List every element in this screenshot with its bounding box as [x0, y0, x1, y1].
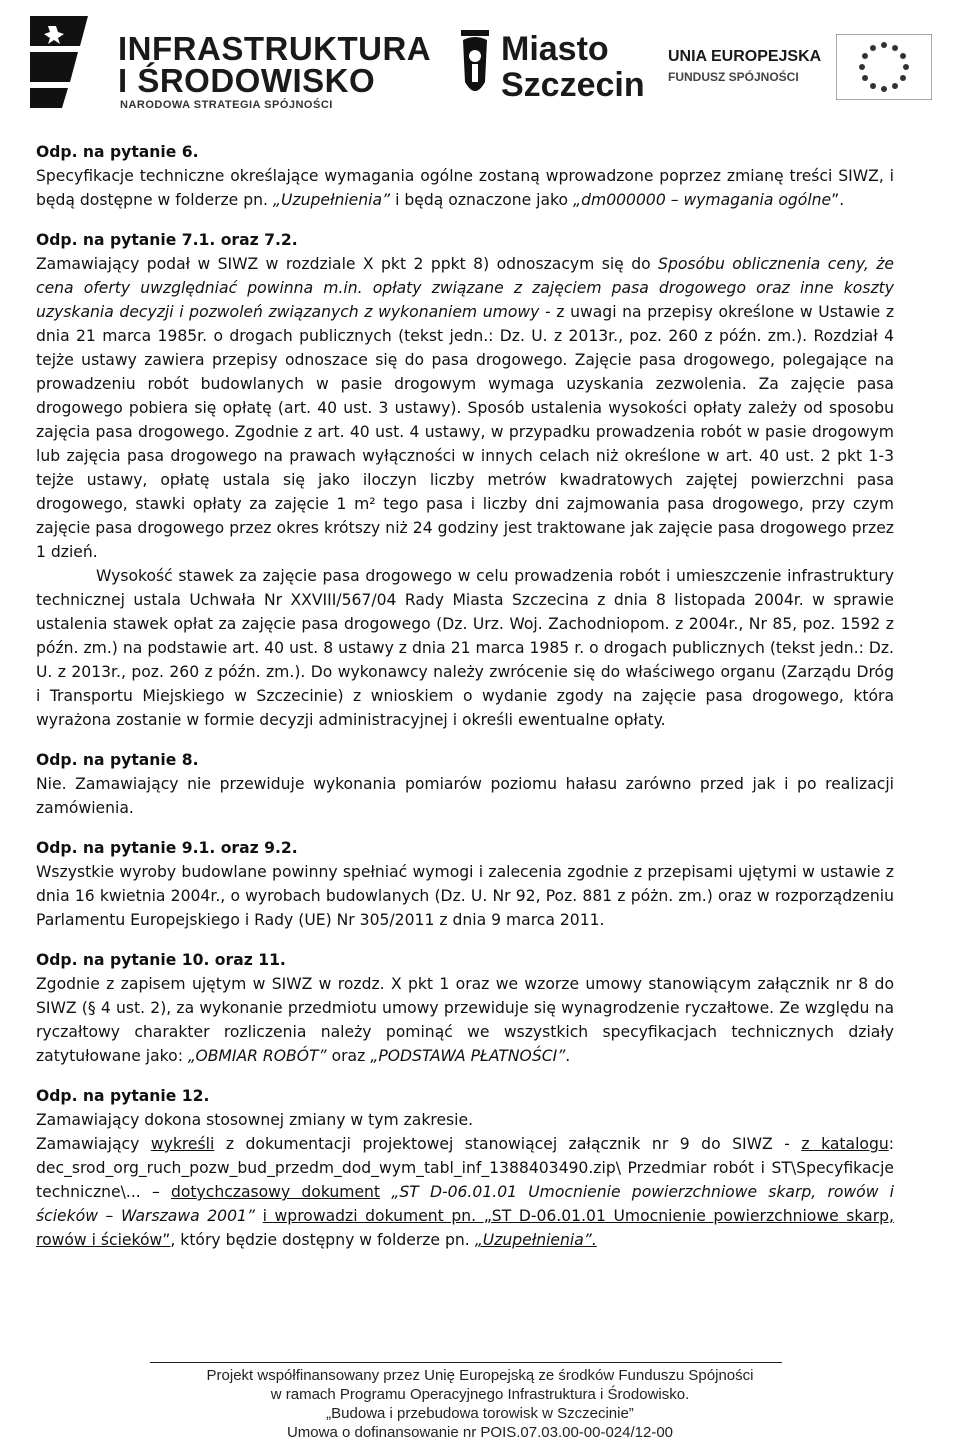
heading-pytanie-8: Odp. na pytanie 8.: [36, 751, 199, 769]
logo-infrastruktura-text: INFRASTRUKTURA: [118, 30, 432, 67]
eu-flag-icon: [836, 34, 932, 100]
heading-pytanie-6: Odp. na pytanie 6.: [36, 143, 199, 161]
paragraph-pytanie-6: Specyfikacje techniczne określające wymagania ogólne zostaną wprowadzone poprzez zmianę treści SIWZ, i będą dostępne w folderze pn. „Uzupełnienia” i będą oznaczone jako „dm000000 – wymagania ogólne”.: [36, 167, 894, 209]
footer-line-2: w ramach Programu Operacyjnego Infrastruktura i Środowisko.: [270, 1386, 690, 1403]
paragraph-pytanie-12-a: Zamawiający dokona stosownej zmiany w tym zakresie.: [36, 1111, 474, 1129]
szczecin-crest-icon: [455, 26, 495, 106]
footer-line-4: Umowa o dofinansowanie nr POIS.07.03.00-00-024/12-00: [286, 1424, 674, 1441]
heading-pytanie-9: Odp. na pytanie 9.1. oraz 9.2.: [36, 839, 298, 857]
paragraph-pytanie-8: Nie. Zamawiający nie przewiduje wykonania pomiarów poziomu hałasu zarówno przed jak i po realizacji zamówienia.: [36, 775, 894, 817]
heading-pytanie-10: Odp. na pytanie 10. oraz 11.: [36, 951, 286, 969]
paragraph-pytanie-7: Zamawiający podał w SIWZ w rozdziale X pkt 2 ppkt 8) odnoszacym się do Sposóbu oblicznenia ceny, że cena oferty uwzględniać powinna m.in. opłaty związane z zajęciem pasa drogowego oraz inne koszty uzyskania decyzji i pozwoleń związanych z wykonaniem umowy - z uwagi na przepisy określone w Ustawie z dnia 21 marca 1985r. o drogach publicznych (tekst jedn.: Dz. U. z 2013r., poz. 260 z późn. zm.). Rozdział 4 tejże ustawy zawiera przepisy odnoszace się do pasa drogowego. Zajęcie pasa drogowego, polegające na prowadzeniu robót budowlanych w pasie drogowym wymaga uzyskania zezwolenia. Za zajęcie pasa drogowego pobiera się opłatę (art. 40 ust. 3 ustawy). Sposób ustalenia wysokości opłaty zależy od sposobu zajęcia pasa drogowego. Zgodnie z art. 40 ust. 4 ustawy, w przypadku prowadzenia robót w pasie drogowym lub zajęcia pasa drogowego na prawach wyłączności w innych celach niż określone w art. 40 ust. 2 pkt 1-3 tejże ustawy, opłatę ustala się jako iloczyn liczby metrów kwadratowych zajętej powierzchni pasa drogowego, stawki opłaty za zajęcie 1 m² tego pasa i liczby dni zajmowania pasa drogowego, przy czym zajęcie pasa drogowego przez okres krótszy niż 24 godziny jest traktowane jak zajęcie pasa drogowego przez 1 dzień.: [36, 255, 895, 561]
heading-pytanie-7: Odp. na pytanie 7.1. oraz 7.2.: [36, 231, 298, 249]
footer-line-3: „Budowa i przebudowa torowisk w Szczecinie”: [326, 1405, 634, 1422]
miasto-szczecin-logo: [455, 20, 645, 110]
logo-nss-text: NARODOWA STRATEGIA SPÓJNOŚCI: [120, 99, 333, 111]
header-logos: [0, 0, 960, 118]
logo-srodowisko-text: I ŚRODOWISKO: [118, 62, 376, 99]
paragraph-pytanie-9: Wszystkie wyroby budowlane powinny spełniać wymogi i zalecenia zgodnie z przepisami ujętymi w ustawie z dnia 16 kwietnia 2004r., o wyrobach budowlanych (Dz. U. Nr 92, Poz. 881 z póżn. zm.) oraz w rozporządzeniu Parlamentu Europejskiego i Rady (UE) Nr 305/2011 z dnia 9 marca 2011.: [36, 863, 894, 929]
document-body: [36, 140, 894, 1252]
logo-szczecin-text: Szczecin: [501, 66, 645, 104]
paragraph-pytanie-10: Zgodnie z zapisem ujętym w SIWZ w rozdz. X pkt 1 oraz we wzorze umowy stanowiącym załącznik nr 8 do SIWZ (§ 4 ust. 2), za wykonanie przedmiotu umowy przewiduje się wynagrodzenie ryczałtowe. Ze względu na ryczałtowy charakter rozliczenia należy pominąć we wszystkich specyfikacjach technicznych działy zatytułowane jako: „OBMIAR ROBÓT” oraz „PODSTAWA PŁATNOŚCI”.: [36, 975, 894, 1065]
paragraph-pytanie-7-b: Wysokość stawek za zajęcie pasa drogowego w celu prowadzenia robót i umieszczenie infrastruktury technicznej ustala Uchwała Nr XXVIII/567/04 Rady Miasta Szczecina z dnia 8 listopada 2004r. w sprawie ustalenia stawek opłat za zajęcie pasa drogowego (Dz. Urz. Woj. Zachodniopom. z 2004r., Nr 85, poz. 1592 z późn. zm.) na podstawie art. 40 ust. 8 ustawy z dnia 21 marca 1985 r. o drogach publicznych (tekst jedn.: Dz. U. z 2013r., poz. 260 z późn. zm.). Do wykonawcy należy zwrócenie się do właściwego organu (Zarządu Dróg i Transportu Miejskiego w Szczecinie) z wnioskiem o wydanie zgody na zajęcie pasa drogowego, która wyrażona zostanie w formie decyzji administracyjnej i określi ewentualne opłaty.: [36, 567, 894, 729]
unia-europejska-logo: [668, 30, 938, 105]
logo-fundusz-text: FUNDUSZ SPÓJNOŚCI: [668, 70, 799, 84]
footer-divider: [150, 1362, 782, 1363]
logo-miasto-text: Miasto: [501, 30, 609, 68]
heading-pytanie-12: Odp. na pytanie 12.: [36, 1087, 210, 1105]
nss-flag-icon: [26, 12, 110, 112]
footer: [130, 1366, 830, 1442]
infrastruktura-srodowisko-logo: [26, 12, 446, 112]
footer-line-1: Projekt współfinansowany przez Unię Europejską ze środków Funduszu Spójności: [206, 1367, 754, 1384]
logo-unia-text: UNIA EUROPEJSKA: [668, 48, 822, 65]
paragraph-pytanie-12-b: Zamawiający wykreśli z dokumentacji projektowej stanowiącej załącznik nr 9 do SIWZ - z katalogu: dec_srod_org_ruch_pozw_bud_przedm_dod_wym_tabl_inf_1388403490.zip\ Przedmiar robót i ST\Specyfikacje techniczne\... – dotychczasowy dokument „ST D-06.01.01 Umocnienie powierzchniowe skarp, rowów i ścieków – Warszawa 2001” i wprowadzi dokument pn. „ST D-06.01.01 Umocnienie powierzchniowe skarp, rowów i ścieków”, który będzie dostępny w folderze pn. „Uzupełnienia”.: [36, 1135, 894, 1249]
